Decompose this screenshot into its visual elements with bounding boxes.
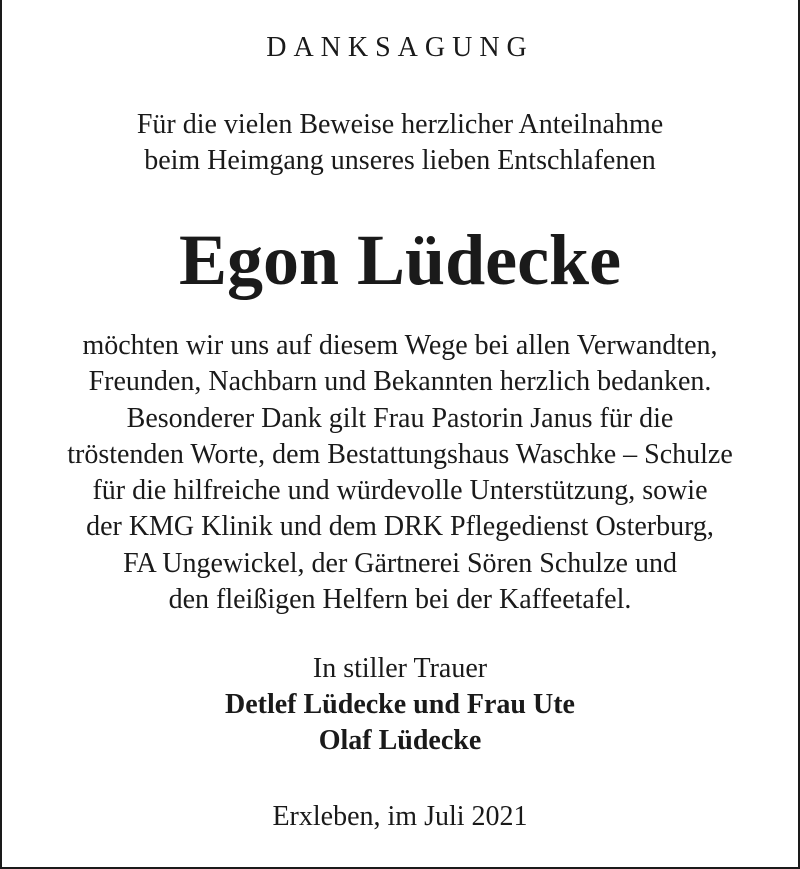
- body-line: tröstenden Worte, dem Bestattungshaus Waschke – Schulze: [67, 438, 733, 470]
- body-line: Freunden, Nachbarn und Bekannten herzlich bedanken.: [88, 366, 712, 398]
- notice-heading: DANKSAGUNG: [266, 32, 534, 63]
- mourning-block: [2, 651, 798, 759]
- intro-text: [2, 107, 798, 179]
- body-line: der KMG Klinik und dem DRK Pflegedienst Osterburg,: [86, 511, 714, 543]
- body-line: FA Ungewickel, der Gärtnerei Sören Schulze und: [123, 547, 677, 579]
- body-line: für die hilfreiche und würdevolle Unterstützung, sowie: [92, 475, 708, 507]
- intro-line: Für die vielen Beweise herzlicher Anteilnahme: [136, 109, 664, 140]
- intro-line: beim Heimgang unseres lieben Entschlafenen: [144, 145, 656, 176]
- signatory-name: Detlef Lüdecke und Frau Ute: [225, 689, 575, 720]
- mourning-phrase: In stiller Trauer: [312, 653, 488, 684]
- body-line: den fleißigen Helfern bei der Kaffeetafel.: [168, 584, 632, 616]
- place-and-date: Erxleben, im Juli 2021: [272, 801, 528, 832]
- body-line: möchten wir uns auf diesem Wege bei allen Verwandten,: [82, 330, 718, 361]
- deceased-name: Egon Lüdecke: [178, 220, 622, 300]
- thank-you-body: [2, 328, 798, 618]
- body-line: Besonderer Dank gilt Frau Pastorin Janus für die: [126, 402, 674, 434]
- signatory-name: Olaf Lüdecke: [318, 725, 482, 756]
